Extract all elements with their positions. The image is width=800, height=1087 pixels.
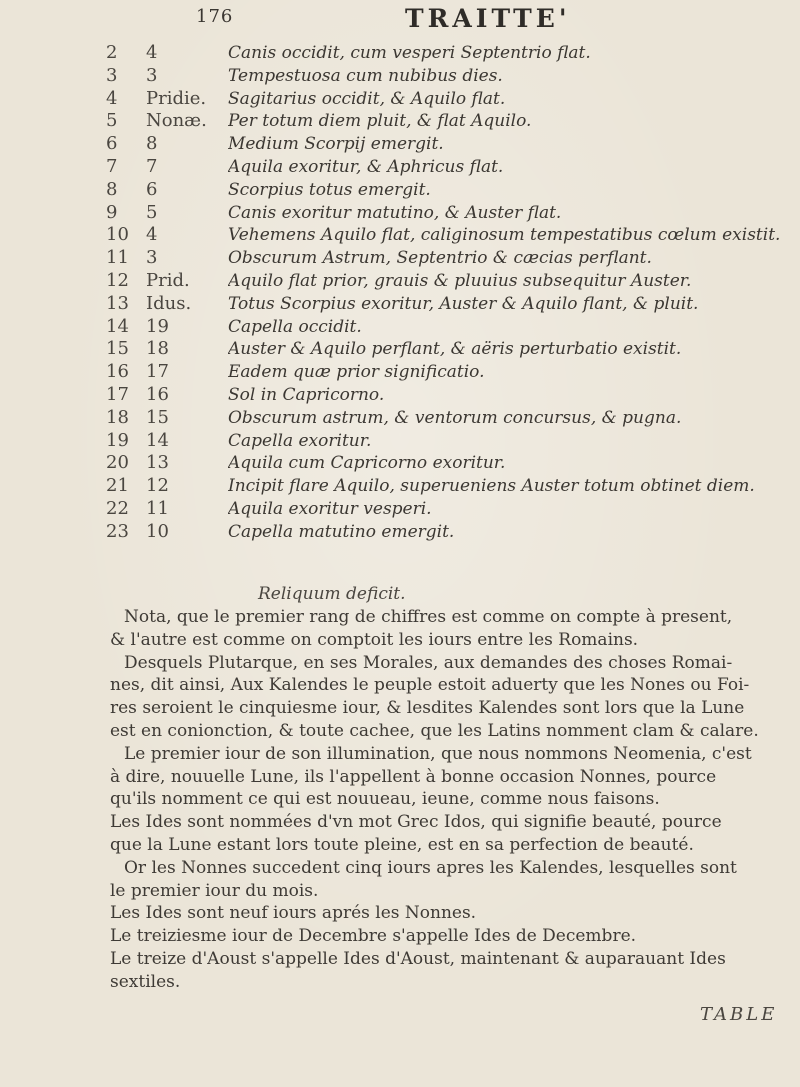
calendar-row — [0, 498, 800, 521]
roman-count: 11 — [146, 497, 169, 519]
day-number: 10 — [106, 224, 129, 246]
latin-entry: Sol in Capricorno. — [228, 384, 385, 405]
day-number: 4 — [106, 87, 118, 109]
day-number: 6 — [106, 133, 118, 155]
roman-count: 10 — [146, 520, 169, 542]
latin-entry: Per totum diem pluit, & flat Aquilo. — [228, 111, 532, 132]
roman-count: 7 — [146, 155, 158, 177]
day-number: 5 — [106, 110, 118, 132]
roman-count: 4 — [146, 224, 158, 246]
roman-count: 18 — [146, 338, 169, 360]
latin-entry: Capella matutino emergit. — [228, 521, 455, 542]
latin-entry: Aquila exoritur vesperi. — [228, 498, 432, 519]
latin-entry: Aquilo flat prior, grauis & pluuius subsequitur Auster. — [228, 270, 692, 291]
note-line: Le treiziesme iour de Decembre s'appelle Ides de Decembre. — [110, 926, 637, 947]
calendar-row — [0, 247, 800, 270]
latin-entry: Capella occidit. — [228, 316, 362, 337]
calendar-row — [0, 65, 800, 88]
calendar-row — [0, 293, 800, 316]
roman-count: 17 — [146, 361, 169, 383]
roman-count: 4 — [146, 42, 158, 63]
latin-entry: Tempestuosa cum nubibus dies. — [228, 65, 503, 86]
latin-entry: Capella exoritur. — [228, 430, 372, 451]
note-line: que la Lune estant lors toute pleine, est en sa perfection de beauté. — [110, 835, 694, 855]
note-line: est en conionction, & toute cachee, que les Latins nomment clam & calare. — [110, 721, 759, 741]
calendar-table — [0, 42, 800, 544]
latin-entry: Canis exoritur matutino, & Auster flat. — [228, 202, 562, 223]
roman-count: Nonæ. — [146, 110, 207, 132]
roman-count: 8 — [146, 133, 158, 155]
calendar-row — [0, 133, 800, 156]
latin-entry: Sagitarius occidit, & Aquilo flat. — [228, 88, 506, 109]
roman-count: 13 — [146, 452, 169, 474]
day-number: 14 — [106, 315, 129, 337]
note-line: qu'ils nomment ce qui est nouueau, ieune, comme nous faisons. — [110, 789, 660, 810]
day-number: 22 — [106, 497, 129, 519]
day-number: 2 — [106, 42, 118, 63]
page-number: 176 — [196, 6, 234, 27]
calendar-row — [0, 407, 800, 430]
latin-entry: Obscurum astrum, & ventorum concursus, & pugna. — [228, 407, 682, 428]
day-number: 8 — [106, 178, 118, 200]
latin-entry: Canis occidit, cum vesperi Septentrio flat. — [228, 43, 591, 63]
day-number: 19 — [106, 429, 129, 451]
calendar-row — [0, 42, 800, 65]
roman-count: 15 — [146, 406, 169, 428]
roman-count: 12 — [146, 475, 169, 497]
day-number: 17 — [106, 383, 129, 405]
calendar-row — [0, 384, 800, 407]
latin-entry: Aquila exoritur, & Aphricus flat. — [228, 156, 504, 177]
note-line: sextiles. — [110, 971, 181, 992]
note-line: res seroient le cinquiesme iour, & lesdites Kalendes sont lors que la Lune — [110, 698, 745, 719]
latin-entry: Medium Scorpij emergit. — [228, 134, 444, 155]
latin-entry: Eadem quæ prior significatio. — [228, 362, 485, 383]
calendar-row — [0, 452, 800, 475]
day-number: 20 — [106, 452, 129, 474]
latin-entry: Vehemens Aquilo flat, caliginosum tempestatibus cœlum existit. — [228, 225, 781, 246]
day-number: 16 — [106, 361, 129, 383]
calendar-row — [0, 88, 800, 111]
latin-entry: Totus Scorpius exoritur, Auster & Aquilo flant, & pluit. — [228, 293, 699, 314]
day-number: 12 — [106, 269, 129, 291]
roman-count: 16 — [146, 383, 169, 405]
latin-entry: Obscurum Astrum, Septentrio & cæcias perflant. — [228, 248, 652, 269]
calendar-row — [0, 338, 800, 361]
roman-count: 3 — [146, 64, 158, 86]
roman-count: 19 — [146, 315, 169, 337]
calendar-row — [0, 224, 800, 247]
calendar-row — [0, 156, 800, 179]
calendar-row — [0, 475, 800, 498]
calendar-row — [0, 316, 800, 339]
note-line: Les Ides sont neuf iours aprés les Nonnes. — [110, 903, 477, 924]
catchword: TABLE — [700, 1004, 778, 1025]
roman-count: 3 — [146, 247, 158, 269]
roman-count: Idus. — [146, 292, 192, 314]
latin-entry: Aquila cum Capricorno exoritur. — [228, 453, 506, 474]
calendar-row — [0, 521, 800, 544]
note-line: à dire, nouuelle Lune, ils l'appellent à bonne occasion Nonnes, pource — [110, 766, 717, 787]
calendar-row — [0, 270, 800, 293]
roman-count: 5 — [146, 201, 158, 223]
roman-count: Pridie. — [146, 87, 207, 109]
latin-entry: Auster & Aquilo perflant, & aëris perturbatio existit. — [228, 339, 682, 360]
note-line: le premier iour du mois. — [110, 880, 319, 901]
running-title: TRAITTE' — [405, 4, 571, 33]
day-number: 7 — [106, 155, 118, 177]
calendar-row — [0, 110, 800, 133]
calendar-row — [0, 430, 800, 453]
note-line: Le treize d'Aoust s'appelle Ides d'Aoust, maintenant & auparauant Ides — [110, 949, 726, 969]
note-line: & l'autre est comme on comptoit les iours entre les Romains. — [110, 629, 639, 650]
note-line: Le premier iour de son illumination, que nous nommons Neomenia, c'est — [124, 743, 752, 764]
calendar-row — [0, 179, 800, 202]
reliquum-line: Reliquum deficit. — [258, 584, 406, 604]
note-line: Les Ides sont nommées d'vn mot Grec Idos, qui signifie beauté, pource — [110, 812, 722, 833]
note-line: nes, dit ainsi, Aux Kalendes le peuple estoit aduerty que les Nones ou Foi- — [110, 675, 750, 696]
note-line: Nota, que le premier rang de chiffres est comme on compte à present, — [124, 607, 733, 627]
day-number: 21 — [106, 475, 129, 497]
latin-entry: Scorpius totus emergit. — [228, 179, 431, 200]
day-number: 15 — [106, 338, 129, 360]
calendar-row — [0, 202, 800, 225]
note-line: Or les Nonnes succedent cinq iours apres les Kalendes, lesquelles sont — [124, 857, 737, 878]
roman-count: 6 — [146, 178, 158, 200]
day-number: 3 — [106, 64, 118, 86]
day-number: 13 — [106, 292, 129, 314]
day-number: 9 — [106, 201, 118, 223]
note-line: Desquels Plutarque, en ses Morales, aux demandes des choses Romai- — [124, 652, 733, 673]
day-number: 18 — [106, 406, 129, 428]
day-number: 23 — [106, 520, 129, 542]
roman-count: 14 — [146, 429, 169, 451]
day-number: 11 — [106, 247, 129, 269]
latin-entry: Incipit flare Aquilo, superueniens Auster totum obtinet diem. — [228, 476, 755, 497]
roman-count: Prid. — [146, 269, 190, 291]
calendar-row — [0, 361, 800, 384]
